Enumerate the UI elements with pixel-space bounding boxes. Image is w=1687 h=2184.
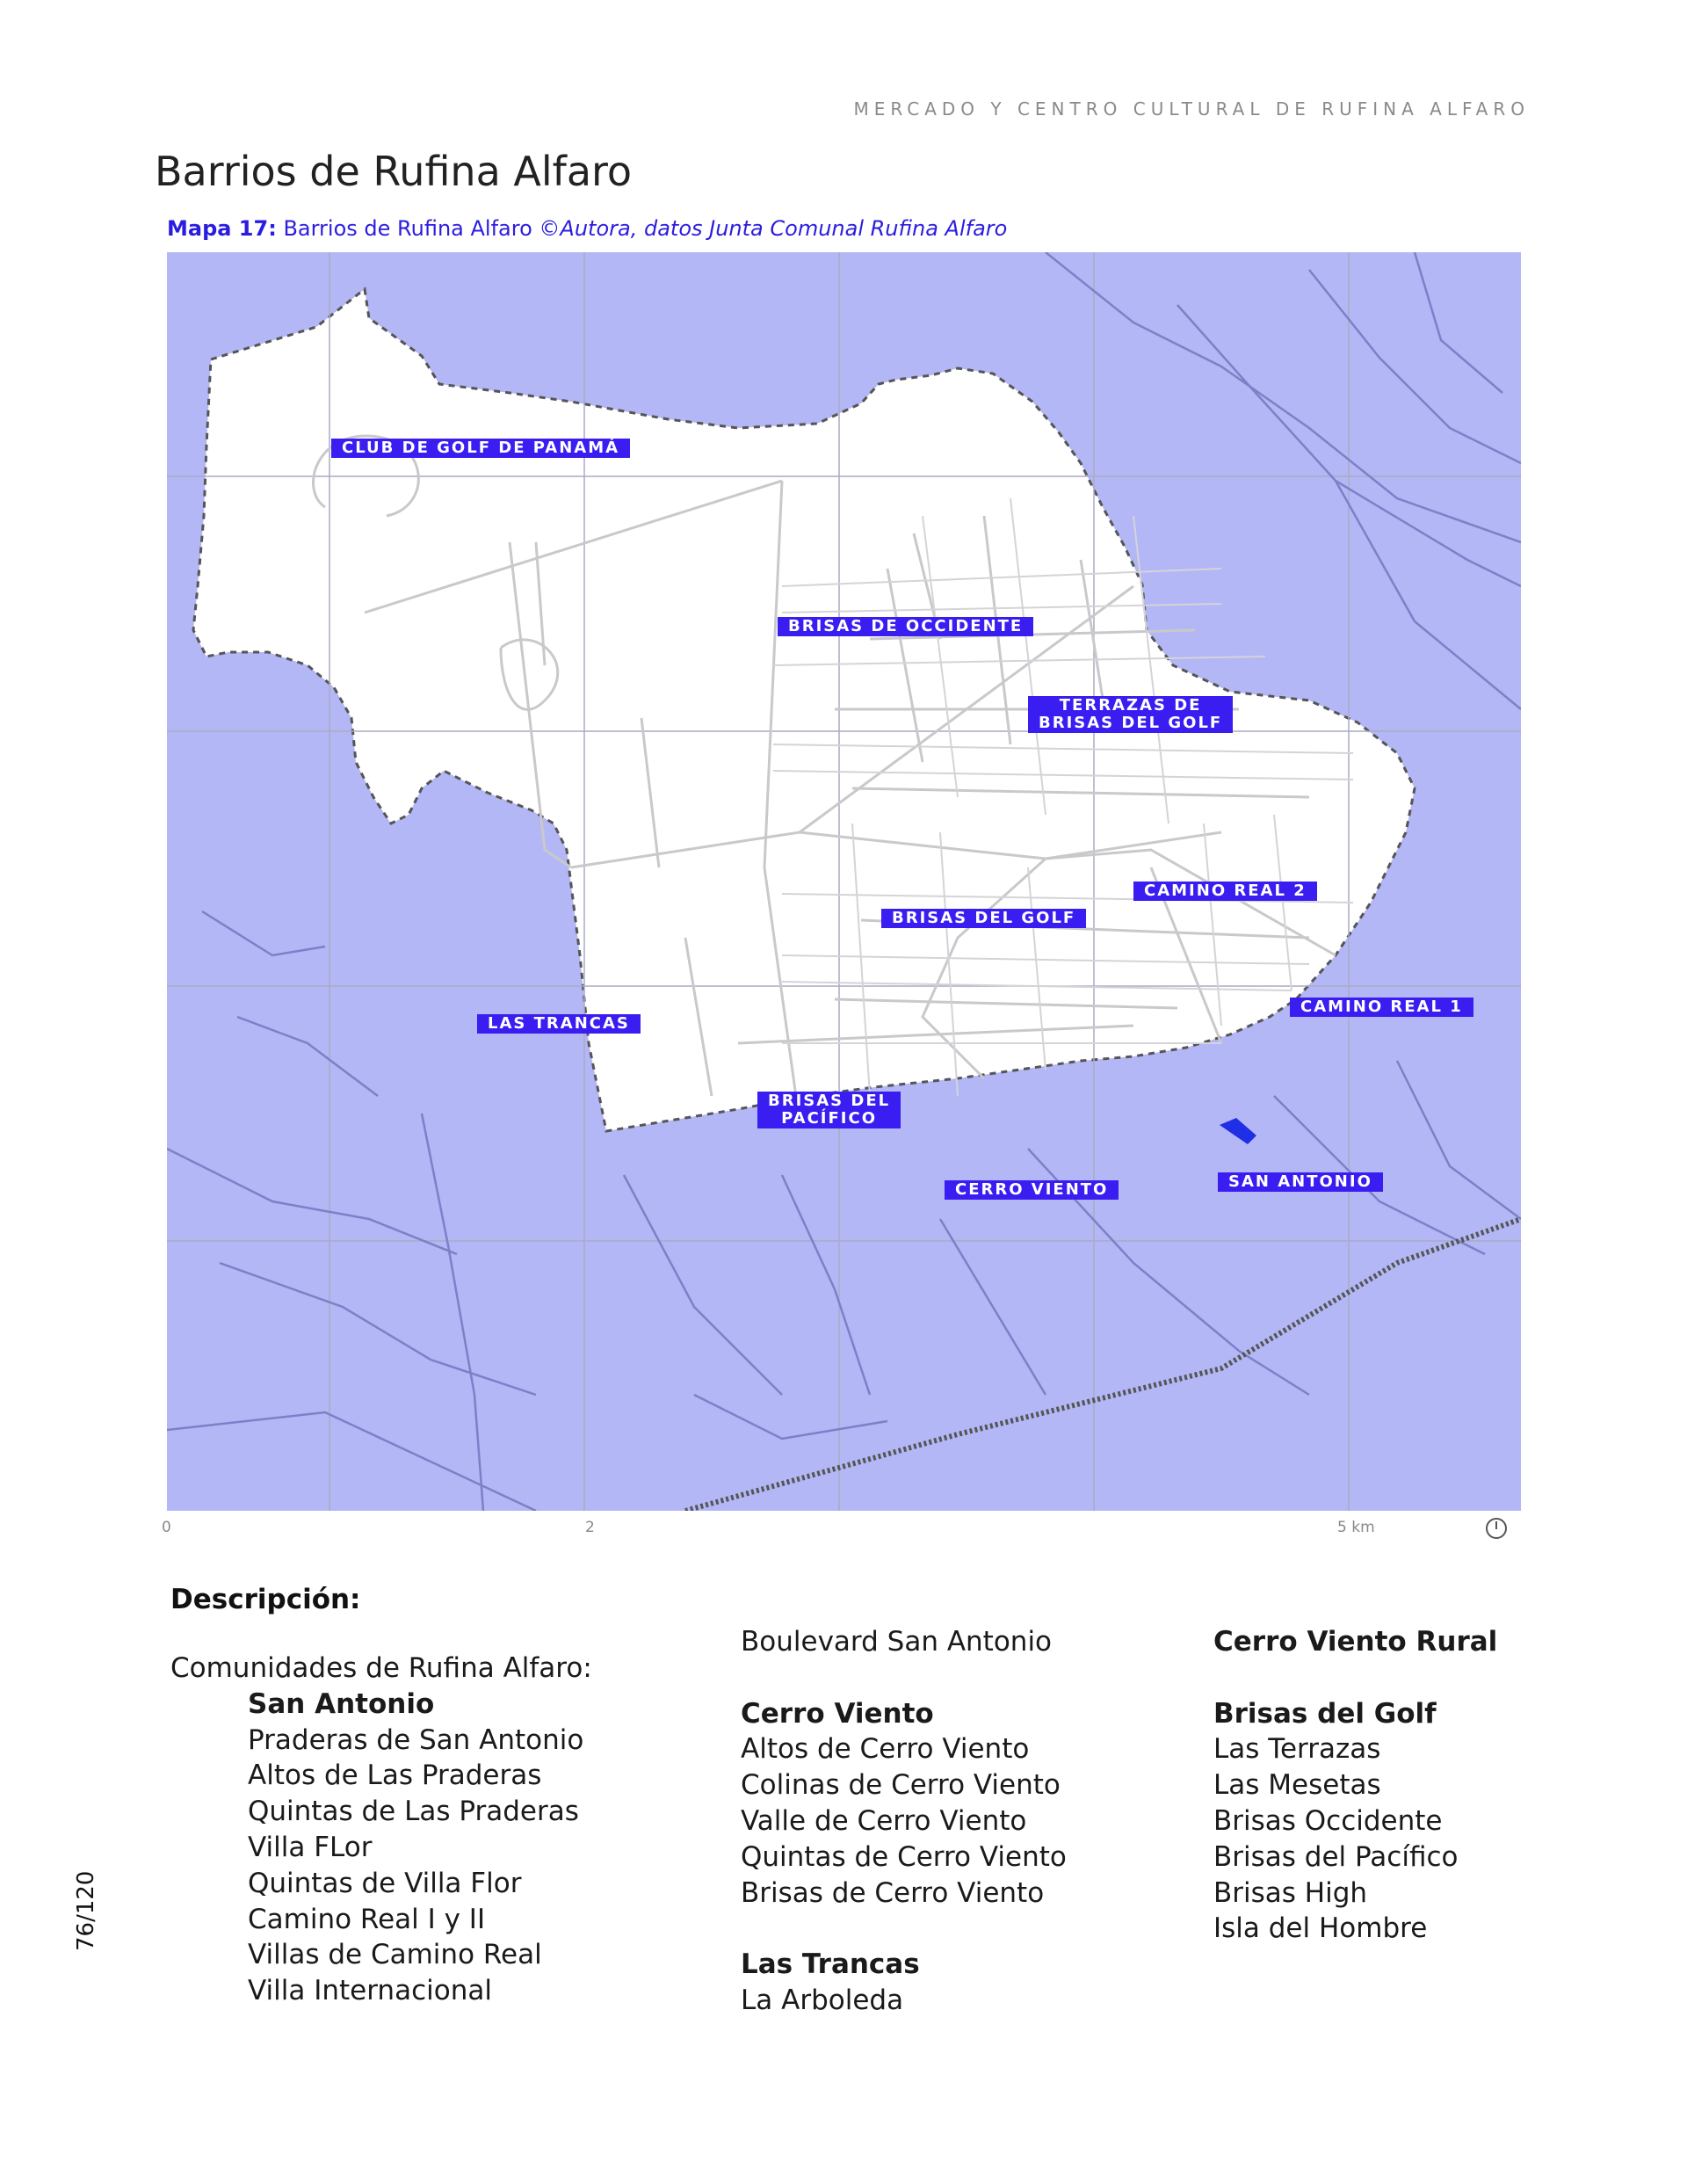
page-title: Barrios de Rufina Alfaro — [155, 148, 633, 195]
group-cerro-viento-rural: Cerro Viento Rural — [1213, 1626, 1498, 1658]
label-club-golf: CLUB DE GOLF DE PANAMÁ — [331, 439, 630, 458]
list-item: Praderas de San Antonio — [248, 1723, 584, 1756]
scale-mid: 2 — [585, 1519, 595, 1536]
label-brisas-occidente: BRISAS DE OCCIDENTE — [778, 617, 1033, 636]
label-cerro-viento: CERRO VIENTO — [945, 1180, 1119, 1200]
list-item: Valle de Cerro Viento — [741, 1804, 1027, 1837]
list-item: Brisas High — [1213, 1876, 1368, 1909]
caption-text: Barrios de Rufina Alfaro — [276, 216, 539, 241]
group-brisas-golf: Brisas del Golf — [1213, 1697, 1437, 1730]
description-col-3 — [1213, 1624, 1497, 1947]
scale-end: 5 km — [1337, 1519, 1375, 1536]
list-item: Colinas de Cerro Viento — [741, 1769, 1061, 1802]
description-heading: Descripción: — [170, 1584, 361, 1615]
list-item: Isla del Hombre — [1213, 1912, 1428, 1945]
list-item: Quintas de Las Praderas — [248, 1796, 579, 1828]
label-san-antonio: SAN ANTONIO — [1218, 1172, 1383, 1192]
label-camino-real-1: CAMINO REAL 1 — [1290, 998, 1473, 1017]
list-item: Las Mesetas — [1213, 1769, 1381, 1802]
page-number: 76/120 — [73, 1870, 99, 1951]
group-cerro-viento: Cerro Viento — [741, 1697, 934, 1730]
caption-label: Mapa 17: — [167, 216, 277, 241]
label-camino-real-2: CAMINO REAL 2 — [1133, 882, 1317, 901]
list-item: Altos de Cerro Viento — [741, 1733, 1030, 1766]
market-site — [1220, 1118, 1256, 1144]
label-brisas-golf: BRISAS DEL GOLF — [881, 909, 1086, 928]
north-arrow-icon — [1486, 1518, 1507, 1539]
list-item: Altos de Las Praderas — [248, 1760, 542, 1792]
description-col-1 — [170, 1651, 592, 2009]
list-item: Villa Internacional — [248, 1975, 492, 2007]
label-terrazas — [1028, 696, 1233, 733]
list-item: La Arboleda — [741, 1984, 904, 2016]
list-item: Brisas de Cerro Viento — [741, 1876, 1045, 1909]
scale-start: 0 — [162, 1519, 171, 1536]
label-brisas-pacifico-line2: PACÍFICO — [781, 1109, 877, 1128]
group-las-trancas: Las Trancas — [741, 1948, 920, 1981]
caption-credit: ©Autora, datos Junta Comunal Rufina Alfaro — [539, 216, 1008, 241]
map-caption — [167, 216, 1007, 241]
highway — [685, 1219, 1521, 1511]
description-col-2 — [741, 1624, 1067, 2019]
label-brisas-pacifico — [757, 1092, 901, 1128]
label-terrazas-line1: TERRAZAS DE — [1059, 696, 1202, 715]
list-item: Las Terrazas — [1213, 1733, 1381, 1766]
district-map[interactable] — [167, 252, 1521, 1511]
list-item: Boulevard San Antonio — [741, 1626, 1053, 1658]
label-terrazas-line2: BRISAS DEL GOLF — [1039, 714, 1223, 732]
list-item: Camino Real I y II — [248, 1903, 486, 1935]
running-header: MERCADO Y CENTRO CULTURAL DE RUFINA ALFARO — [853, 98, 1530, 120]
list-item: Villa FLor — [248, 1831, 373, 1863]
label-las-trancas: LAS TRANCAS — [477, 1014, 641, 1034]
list-item: Brisas Occidente — [1213, 1804, 1443, 1837]
communities-intro: Comunidades de Rufina Alfaro: — [170, 1652, 592, 1684]
group-san-antonio: San Antonio — [248, 1687, 435, 1720]
label-brisas-pacifico-line1: BRISAS DEL — [768, 1092, 891, 1110]
list-item: Quintas de Cerro Viento — [741, 1840, 1067, 1873]
list-item: Quintas de Villa Flor — [248, 1867, 522, 1899]
list-item: Brisas del Pacífico — [1213, 1840, 1459, 1873]
list-item: Villas de Camino Real — [248, 1939, 542, 1971]
